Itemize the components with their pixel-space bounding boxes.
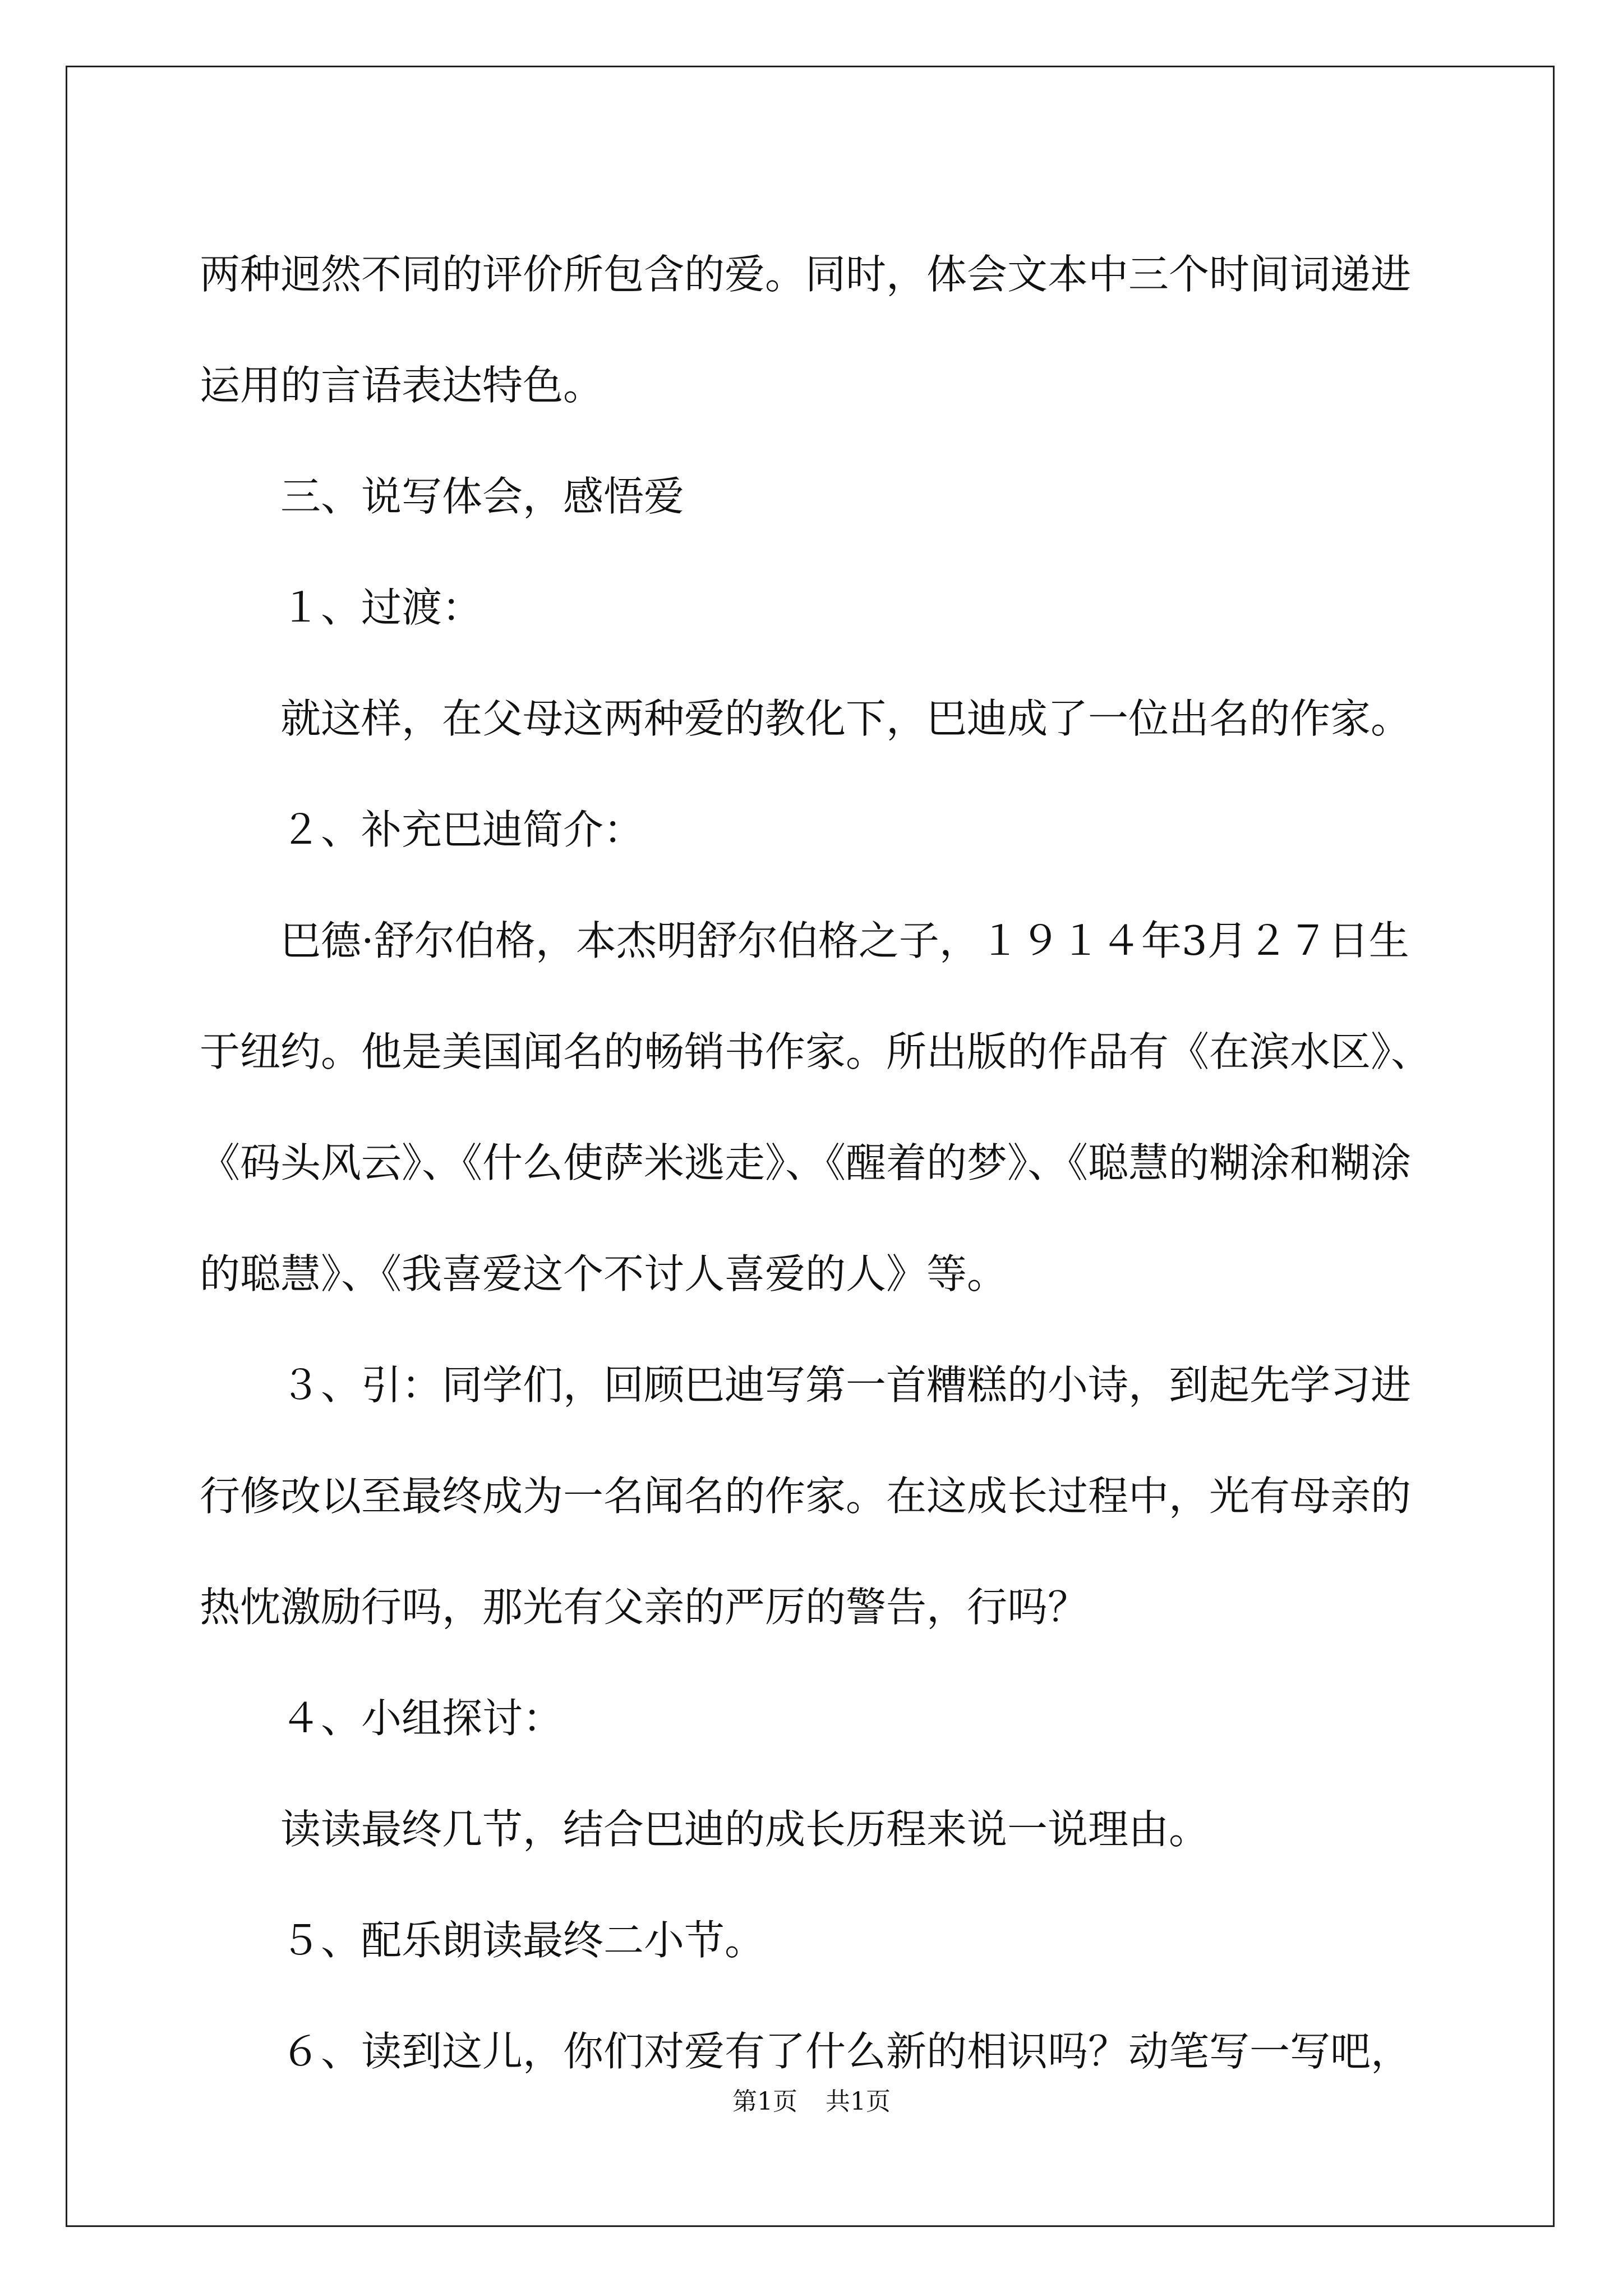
text-line: 热忱激励行吗，那光有父亲的严厉的警告，行吗？ [200,1584,1089,1631]
text-line: 就这样，在父母这两种爱的教化下，巴迪成了一位出名的作家。 [280,695,1412,742]
text-line: ６、读到这儿，你们对爱有了什么新的相识吗？动笔写一写吧， [280,2028,1412,2075]
page-total: 共1页 [826,2087,891,2116]
text-line: 《码头风云》、《什么使萨米逃走》、《醒着的梦》、《聪慧的糊涂和糊涂 [200,1139,1412,1186]
text-line: 的聪慧》、《我喜爱这个不讨人喜爱的人》等。 [200,1250,1008,1297]
text-line: ３、引：同学们，回顾巴迪写第一首糟糕的小诗，到起先学习进 [280,1361,1412,1409]
text-line: 巴德·舒尔伯格，本杰明舒尔伯格之子，１９１４年3月２７日生 [280,917,1409,964]
text-line: 运用的言语表达特色。 [200,362,604,409]
text-line: 两种迥然不同的评价所包含的爱。同时，体会文本中三个时间词递进 [200,251,1412,298]
text-line: ２、补充巴迪简介： [280,806,644,853]
text-line: 于纽约。他是美国闻名的畅销书作家。所出版的作品有《在滨水区》、 [200,1028,1432,1075]
text-line: ５、配乐朗读最终二小节。 [280,1917,766,1964]
document-body [200,219,1432,2107]
page-number: 第1页 [732,2087,797,2116]
text-line: 读读最终几节，结合巴迪的成长历程来说一说理由。 [280,1806,1210,1853]
text-line: １、过渡： [280,584,483,631]
page-footer [0,2081,1623,2117]
text-line: 行修改以至最终成为一名闻名的作家。在这成长过程中，光有母亲的 [200,1473,1412,1520]
section-heading: 三、说写体会，感悟爱 [280,473,685,520]
text-line: ４、小组探讨： [280,1695,564,1742]
